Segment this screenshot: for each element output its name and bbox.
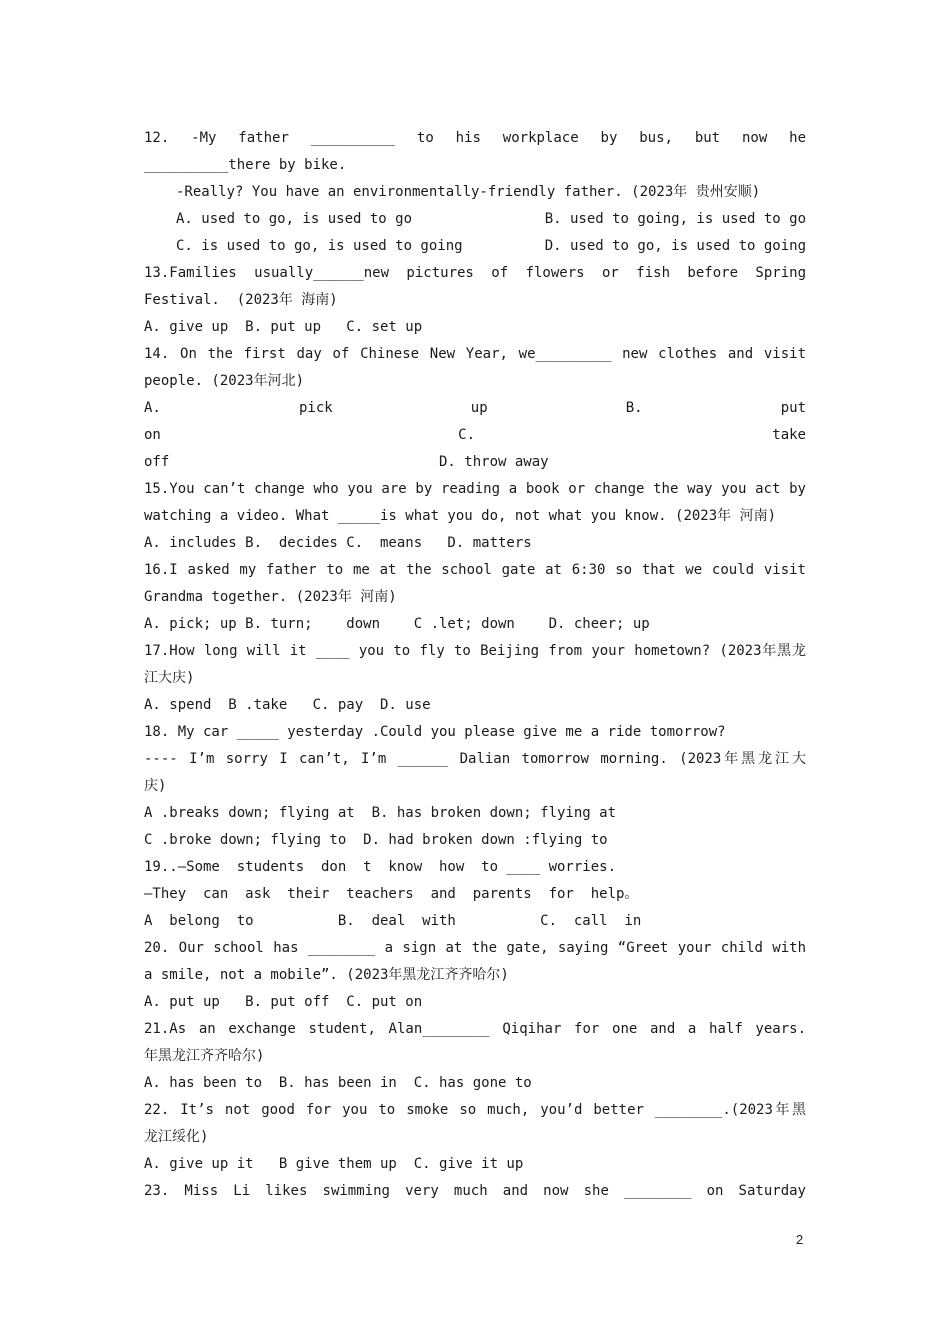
text-line: A. give up it B give them up C. give it up — [144, 1156, 524, 1172]
option-c: C. is used to go, is used to going — [176, 238, 463, 254]
text-line: 年黑龙江齐齐哈尔) — [144, 1048, 265, 1064]
text-line: ---- I’m sorry I can’t, I’m ______ Dalian tomorrow morning. (2023年黑龙江大 — [144, 751, 806, 767]
text-line: A. pick up B. put — [144, 400, 806, 416]
page-number: 2 — [796, 1232, 804, 1247]
option-a: A. used to go, is used to go — [176, 211, 413, 227]
text-line: off D. throw away — [144, 454, 549, 470]
text-line: 江大庆) — [144, 670, 195, 686]
text-line: A. includes B. decides C. means D. matters — [144, 535, 532, 551]
text-line: 龙江绥化) — [144, 1129, 209, 1145]
text-line: -Really? You have an environmentally-friendly father. (2023年 贵州安顺) — [176, 184, 761, 200]
option-row — [144, 206, 806, 233]
text-line: A belong to B. deal with C. call in — [144, 913, 642, 929]
text-line: on C. take — [144, 427, 806, 443]
text-line: 14. On the first day of Chinese New Year, we_________ new clothes and visit — [144, 346, 806, 362]
text-line: watching a video. What _____is what you do, not what you know. (2023年 河南) — [144, 508, 777, 524]
text-line: 19..—Some students don t know how to ____ worries. — [144, 859, 617, 875]
text-line: Grandma together. (2023年 河南) — [144, 589, 397, 605]
text-line: —They can ask their teachers and parents for help。 — [144, 886, 639, 902]
text-line: __________there by bike. — [144, 157, 347, 173]
text-line: C .broke down; flying to D. had broken down :flying to — [144, 832, 608, 848]
text-line: 庆) — [144, 778, 167, 794]
option-b: B. used to going, is used to go — [544, 211, 806, 227]
option-row — [144, 233, 806, 260]
text-line: A. spend B .take C. pay D. use — [144, 697, 431, 713]
text-line: Festival. (2023年 海南) — [144, 292, 338, 308]
text-line: 20. Our school has ________ a sign at the gate, saying “Greet your child with — [144, 940, 806, 956]
text-line: 23. Miss Li likes swimming very much and now she ________ on Saturday — [144, 1183, 806, 1199]
text-line: A. pick; up B. turn; down C .let; down D. cheer; up — [144, 616, 650, 632]
document-body — [144, 125, 806, 1205]
text-line: 17.How long will it ____ you to fly to Beijing from your hometown? (2023年黑龙 — [144, 643, 806, 659]
text-line: A. give up B. put up C. set up — [144, 319, 423, 335]
text-line: 13.Families usually______new pictures of flowers or fish before Spring — [144, 265, 806, 281]
option-d: D. used to go, is used to going — [544, 238, 806, 254]
text-line: 18. My car _____ yesterday .Could you please give me a ride tomorrow? — [144, 724, 726, 740]
text-line: a smile, not a mobile”. (2023年黑龙江齐齐哈尔) — [144, 967, 509, 983]
text-line: A. put up B. put off C. put on — [144, 994, 423, 1010]
text-line: people. (2023年河北) — [144, 373, 305, 389]
text-line: 12. -My father __________ to his workplace by bus, but now he — [144, 130, 806, 146]
text-line: 22. It’s not good for you to smoke so much, you’d better ________.(2023年黑 — [144, 1102, 806, 1118]
text-line: 21.As an exchange student, Alan________ Qiqihar for one and a half years. — [144, 1021, 806, 1037]
text-line: 15.You can’t change who you are by reading a book or change the way you act by — [144, 481, 806, 497]
text-line: A. has been to B. has been in C. has gone to — [144, 1075, 532, 1091]
text-line: 16.I asked my father to me at the school gate at 6:30 so that we could visit — [144, 562, 806, 578]
text-line: A .breaks down; flying at B. has broken down; flying at — [144, 805, 617, 821]
